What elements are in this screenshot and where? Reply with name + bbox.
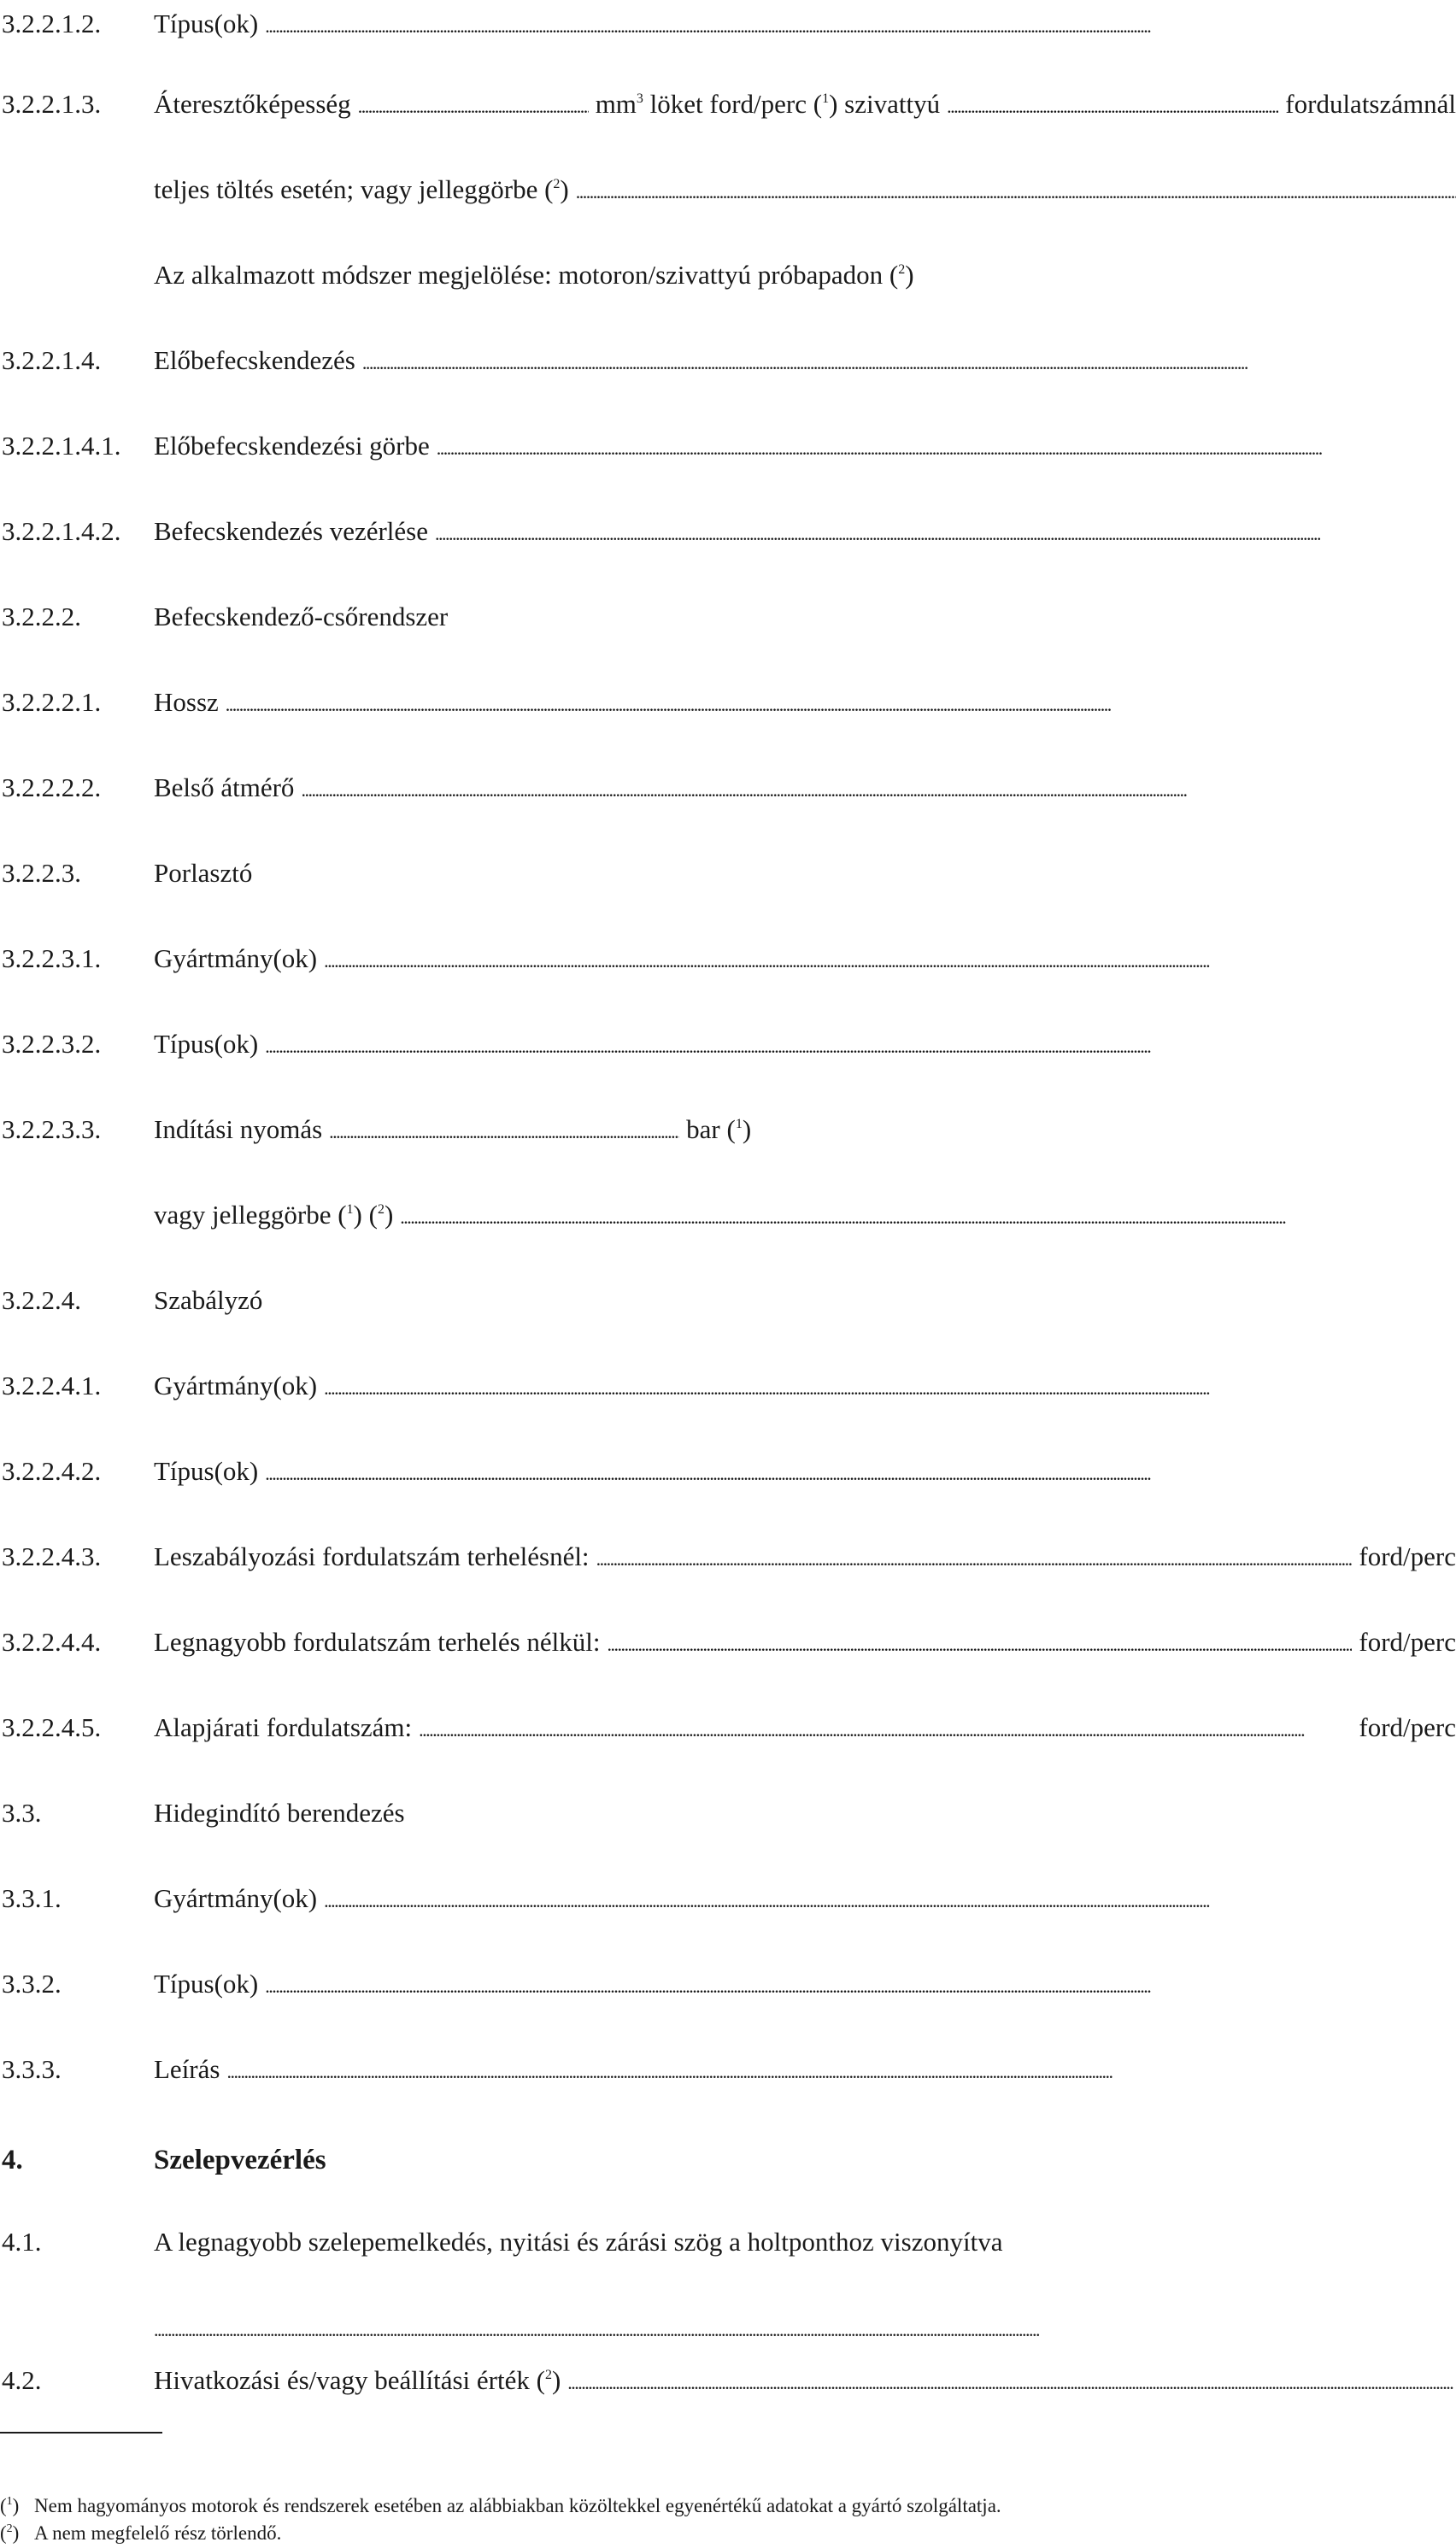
fill-in-blank[interactable]	[324, 1362, 1456, 1412]
field-label: Alapjárati fordulatszám:	[154, 1712, 413, 1742]
fill-in-blank[interactable]	[329, 1106, 679, 1156]
fill-in-blank[interactable]	[226, 2046, 1456, 2096]
section-number: 3.2.2.4.2.	[2, 1456, 102, 1486]
fill-in-blank[interactable]	[362, 337, 1456, 387]
fill-in-blank[interactable]	[265, 0, 1456, 50]
field-label: Áteresztőképesség	[154, 89, 351, 119]
form-row	[0, 1020, 1456, 1068]
fill-in-blank[interactable]	[437, 422, 1456, 473]
unit-label: bar ($^1$)	[686, 1114, 752, 1144]
fill-in-blank[interactable]	[567, 2357, 1456, 2407]
form-row	[0, 1277, 1456, 1324]
form-row	[0, 2218, 1456, 2266]
section-number: 3.2.2.3.1.	[2, 943, 102, 973]
form-row	[0, 2046, 1456, 2093]
section-number: 3.2.2.1.4.	[2, 345, 102, 375]
fill-in-blank[interactable]	[265, 1447, 1456, 1498]
section-number: 3.3.2.	[2, 1969, 62, 1999]
unit-label: ford/perc	[1359, 1712, 1456, 1742]
fill-in-blank[interactable]	[400, 1191, 1456, 1242]
field-label: Hossz	[154, 687, 219, 717]
footnote-text: Nem hagyományos motorok és rendszerek esetében az alábbiakban közöltekkel egyenértékű adatokat a gyártó szolgáltatja.	[34, 2495, 1001, 2516]
unit-label: ford/perc	[1359, 1627, 1456, 1657]
footnote-mark: ($^2$)	[0, 2522, 20, 2544]
unit-label: ford/perc	[1359, 1541, 1456, 1571]
form-row	[0, 1191, 1456, 1239]
footnote	[0, 2521, 281, 2546]
field-label: Gyártmány(ok)	[154, 943, 318, 973]
form-row	[0, 764, 1456, 812]
field-label: Legnagyobb fordulatszám terhelés nélkül:	[154, 1627, 601, 1657]
field-label: Típus(ok)	[154, 1029, 259, 1059]
section-number: 4.1.	[2, 2227, 42, 2257]
field-label: Típus(ok)	[154, 1969, 259, 1999]
footnote-mark: ($^1$)	[0, 2495, 20, 2516]
form-row	[0, 935, 1456, 983]
form-row	[0, 1447, 1456, 1495]
field-label: Indítási nyomás	[154, 1114, 323, 1144]
form-row	[0, 1704, 1456, 1752]
form-row	[0, 337, 1456, 385]
form-row	[0, 1875, 1456, 1923]
form-row	[0, 2304, 1456, 2351]
section-number: 4.2.	[2, 2365, 42, 2395]
field-label: A legnagyobb szelepemelkedés, nyitási és zárási szög a holtponthoz viszonyítva	[154, 2227, 1003, 2257]
section-number: 3.2.2.2.2.	[2, 772, 102, 802]
footnote-text: A nem megfelelő rész törlendő.	[34, 2522, 282, 2544]
field-label: Típus(ok)	[154, 1456, 259, 1486]
section-number: 3.2.2.2.	[2, 602, 81, 631]
form-row	[0, 1789, 1456, 1837]
field-label: Típus(ok)	[154, 9, 259, 38]
section-number: 3.2.2.3.	[2, 858, 81, 888]
field-label: Leírás	[154, 2054, 220, 2084]
fill-in-blank[interactable]	[265, 1960, 1456, 2011]
form-row	[0, 1960, 1456, 2008]
field-label: Leszabályozási fordulatszám terhelésnél:	[154, 1541, 590, 1571]
unit-label: fordulatszámnál	[1285, 89, 1456, 119]
fill-in-blank[interactable]	[608, 1618, 1353, 1669]
fill-in-blank[interactable]	[419, 1704, 1352, 1754]
section-number: 3.3.3.	[2, 2054, 62, 2084]
form-row	[0, 251, 1456, 299]
field-label: vagy jelleggörbe ($^1$) ($^2$)	[154, 1200, 394, 1230]
section-number: 3.2.2.3.2.	[2, 1029, 102, 1059]
fill-in-blank[interactable]	[324, 1875, 1456, 1925]
form-row	[0, 2136, 1456, 2184]
unit-label: $mm^3$ löket ford/perc ($^1$) szivattyú	[595, 89, 941, 119]
field-label: Belső átmérő	[154, 772, 295, 802]
fill-in-blank[interactable]	[226, 678, 1456, 729]
fill-in-blank[interactable]	[301, 764, 1456, 814]
form-row	[0, 1533, 1456, 1581]
form-row	[0, 0, 1456, 48]
field-label: Befecskendezés vezérlése	[154, 516, 428, 546]
section-heading: Hidegindító berendezés	[154, 1798, 405, 1828]
section-number: 3.2.2.3.3.	[2, 1114, 102, 1144]
form-row	[0, 593, 1456, 641]
form-row	[0, 678, 1456, 726]
form-row	[0, 1106, 1456, 1154]
form-row	[0, 2357, 1456, 2404]
section-number: 3.2.2.1.4.1.	[2, 431, 121, 461]
section-heading: Szabályzó	[154, 1285, 263, 1315]
form-row	[0, 1362, 1456, 1410]
fill-in-blank[interactable]	[154, 2304, 1456, 2354]
section-number: 3.2.2.4.4.	[2, 1627, 102, 1657]
footnote	[0, 2493, 1001, 2519]
field-label: Előbefecskendezési görbe	[154, 431, 430, 461]
field-label: Gyártmány(ok)	[154, 1371, 318, 1400]
section-heading: Szelepvezérlés	[154, 2145, 326, 2175]
section-number: 3.3.	[2, 1798, 42, 1828]
section-heading: Befecskendező-csőrendszer	[154, 602, 449, 631]
fill-in-blank[interactable]	[358, 80, 589, 131]
fill-in-blank[interactable]	[947, 80, 1278, 131]
form-row	[0, 508, 1456, 555]
section-number: 4.	[2, 2145, 23, 2175]
fill-in-blank[interactable]	[435, 508, 1456, 558]
section-number: 3.2.2.4.	[2, 1285, 81, 1315]
form-row	[0, 80, 1456, 128]
fill-in-blank[interactable]	[576, 166, 1456, 216]
section-number: 3.2.2.4.3.	[2, 1541, 102, 1571]
form-row	[0, 166, 1456, 214]
section-number: 3.2.2.2.1.	[2, 687, 102, 717]
fill-in-blank[interactable]	[265, 1020, 1456, 1071]
section-heading: Porlasztó	[154, 858, 253, 888]
field-label: Hivatkozási és/vagy beállítási érték ($^2$)	[154, 2365, 561, 2395]
section-number: 3.2.2.1.3.	[2, 89, 102, 119]
field-label: teljes töltés esetén; vagy jelleggörbe ($^2$)	[154, 174, 569, 204]
section-number: 3.2.2.1.4.2.	[2, 516, 121, 546]
field-label: Gyártmány(ok)	[154, 1883, 318, 1913]
field-label: Előbefecskendezés	[154, 345, 355, 375]
form-row	[0, 1618, 1456, 1666]
section-number: 3.2.2.4.1.	[2, 1371, 102, 1400]
fill-in-blank[interactable]	[324, 935, 1456, 985]
form-row	[0, 422, 1456, 470]
section-number: 3.2.2.1.2.	[2, 9, 102, 38]
field-label: Az alkalmazott módszer megjelölése: motoron/szivattyú próbapadon ($^2$)	[154, 260, 914, 290]
fill-in-blank[interactable]	[596, 1533, 1353, 1583]
form-row	[0, 849, 1456, 897]
section-number: 3.2.2.4.5.	[2, 1712, 102, 1742]
footnote-divider	[0, 2432, 162, 2434]
section-number: 3.3.1.	[2, 1883, 62, 1913]
